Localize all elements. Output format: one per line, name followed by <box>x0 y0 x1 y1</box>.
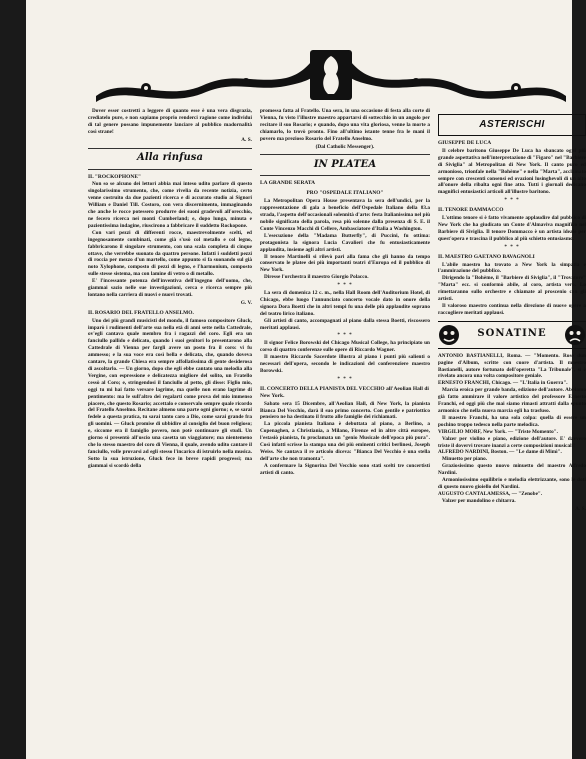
review-entry: VIRGILIO MORF, New York. — "Triste Momento". <box>438 428 559 435</box>
article-paragraph: Dirigendo la "Bohème, il "Barbiere di Siviglia", il "Trovatore" "Marta" ecc. si conformò abile, al coro, artista vero. Lo rimettaranno sullo orchestre e chiamate al proscenio con gli artisti. <box>438 275 586 303</box>
article-paragraph: Uno dei più grandi musicisti del mondo, il famoso compositore Gluck, imparò i rudimenti dell'arte sua nella età di anni sette nella Cattedrale, ov'egli cantava quale membro fra i ragazzi del coro. Egli era un fanciullo pallido e delicato, quando i suoi genitori lo presentarono alla Cattedrale di Vienna per fargli avere un posto fra il coro: vi fu ammesso; e la sua voce era così bella e delicata, che, quando doveva cantare, la grande Chiesa era sempre affollatissima di gente desiderosa di ascoltarlo. — Un giorno, dopo che egli ebbe cantato una melodia alla Vergine, con espressione e delicatezza migliore del solito, un Fratello cessò al Coro; e, stringendosi il fanciullo al petto, gli disse: Figlio mio, oggi tu mi hai fatto versare lagrime, ma quelle non erano lagrime di pentimento: ma le sull'altro dei regalarti come prova del mio immenso piacere, che questo Rosario; accettalo e conservalo sempre quale ricordo del Fratello Anselmo. Recitane almeno una parte ogni giorno; e, se sarai fedele a questa pratica, tu sarai tanto caro a Dio, come sarai grande fra gli uomini. — Gluck promise di ubbidire al consiglio del buon religioso; e, siccome era il famiglio povero, non potè continuare gli studi. Un giorno si presentò all'uscio una casetta un viaggiatore; ma nientemeno che lo stesso maestro del coro di Vienna, il quale, avendo udito cantare il fanciullo, volle provarsi ad egli stesso l'incarico di istruirlo nella musica. Sotto la sua istruzione, Gluck fece in breve rapidi progressi; ma giammai si scordò della <box>88 317 252 469</box>
article-paragraph: Il valoroso maestro continua nella direzione di nuove opere a raccogliere meritati applausi. <box>438 302 586 316</box>
review-entry: Marcia eroica per grande banda, edizione dell'autore. Abbiamo già fatto ammirare il valore artistico del professore Ernesto Franchi, ed oggi più che mai siamo rimasti attratti dalla spunto armonico che nella nuova marcia egli ha trasfuso. <box>438 387 586 414</box>
intro-paragraph: Dover esser costretti a leggere di quanto esse è una vera disgrazia, crediatelo pure, e non sapiamo proprio renderci ragione come individui di tal genere possano impunemente lanciare al pubblico madornalità così strane! <box>88 108 252 135</box>
article-paragraph: L'abile maestro ha trovato a New York la simpatia e l'ammirazione del pubblico. <box>438 261 586 275</box>
article-subtitle: PRO "OSPEDALE ITALIANO" <box>306 190 384 197</box>
separator-stars: * * * <box>337 282 353 289</box>
separator-stars: * * * <box>337 375 353 382</box>
review-entry: Valzer per mandolino e chitarra. <box>442 497 516 504</box>
review-entry: ERNESTO FRANCHI, Chicago. — "L'Italia in Guerra". <box>438 380 568 387</box>
newspaper-page <box>26 0 586 759</box>
article-title-bavagnoli: IL MAESTRO GAETANO BAVAGNOLI <box>438 253 535 260</box>
section-title: SONATINE <box>477 328 547 340</box>
article-title-rosario: IL ROSARIO DEL FRATELLO ANSELMO. <box>88 309 194 316</box>
article-paragraph: La sera di domenica 12 c. m., nella Hall Room dell'Auditorium Hotel, di Chicago, ebbe luogo l'annunciato concerto vocale dato in onore della signora Dora Boetti che in altri tempi fu una delle più applaudite soprano del teatro lirico italiano. <box>260 290 430 317</box>
column-middle <box>260 108 430 477</box>
article-paragraph: E' l'incessante potenza dell'inventiva dell'ingegno dell'uomo, che, giammai sazio nelle sue investigazioni, cerca e ricerca sempre più lontano nella carriera di nuovi e nuovi trovati. <box>88 278 252 298</box>
continued-paragraph: promessa fatta al Fratello. Una sera, in una occasione di festa alla corte di Vienna, fu visto l'illustre maestro appartarsi di sottecchio in un angolo per recitare il suo Rosario; e quando, dopo una vita gloriosa, venne la morte a chiamarlo, lo trovò pronto. Fino all'ultimo istante tenne fra le mani il povero ma prezioso Rosario del Fratello Anselmo. <box>260 108 430 142</box>
article-paragraph: Il celebre baritono Giuseppe De Luca ha sbancato ogni più grande aspettativa nell'interpretazione di "Figaro" nel "Barbiere di Siviglia" al Metropolitan di New York. Il canto puro ed armonioso, trionfale nella "Bohème" e nella "Marta", acclamato sempre con crescenti consensi ed ovazioni lusinghevoli di un alto all'onore della ribalta ogni fine atto. Tutti i giornali dedicano magnifici entusiastici articoli all'illustre baritono. <box>438 147 586 196</box>
theatre-mask-icon <box>438 324 460 346</box>
section-banner-alla-rinfusa <box>88 148 252 170</box>
review-entry: AUGUSTO CANTALAMESSA, — "Zenobe". <box>438 490 543 497</box>
article-paragraph: Non so se alcuno dei lettori abbia mai inteso udito parlare di questo singolarissimo strumento, che, come rivelia da recente notizia, certo venne costruito da due pazienti ricerca e di accurato studio ai Signori William e Daniel Till. Costoro, con vera discernimento, immaginando che anche le rocce potessero produrre dei suoni gradevoli all'orecchio, ne fecero ricerca nei monti Cumberland; e, dopo lunga, minuta e pazientissima indagine, riuscirono a fabbricare il suddetto Rockopone. <box>88 181 252 229</box>
theatre-mask-icon <box>564 324 586 346</box>
source-attribution: (Dal Catholic Messenger). <box>315 143 375 150</box>
article-title-de-luca: GIUSEPPE DE LUCA <box>438 140 492 146</box>
section-box-asterischi <box>438 114 586 136</box>
article-paragraph: Gli artisti di canto, accompagnati al piano dalla stessa Boetti, riscossero meritati applausi. <box>260 317 430 331</box>
review-entry: Valzer per violino e piano, edizione dell'autore. E' davvero triste il dovervi trovare inanzi a certe composizioni musicali! <box>438 435 586 449</box>
banner-title: Alla rinfusa <box>133 155 207 162</box>
article-title-del-vecchio: IL CONCERTO DELLA PIANISTA DEL VECCHIO all'Aeolian Hall di New York. <box>260 385 429 399</box>
article-paragraph: A confermare la Signorina Del Vecchio sono stati scelti tre concertisti artisti di canto. <box>260 462 430 476</box>
article-title-rockophone: IL "ROCKOPHONE" <box>88 173 142 180</box>
separator-stars: * * * <box>504 243 520 250</box>
article-paragraph: L'esecuzione della "Madama Butterfly", di Puccini, fu ottima: protagonista la signora Lucia Cavalieri che fu entusiasticamente applaudita, insieme agli altri artisti. <box>260 232 430 253</box>
review-entry: ALFREDO NARDINI, Boston. — "Le dame di Mimì". <box>438 449 562 456</box>
article-title-grande-serata: LA GRANDE SERATA <box>260 180 316 187</box>
review-entry: Armoniosissimo equilibrio e melodia elettrizzante, sono le doti di questo nuovo gioiello del Nardini. <box>438 477 586 490</box>
section-banner-in-platea <box>260 154 430 176</box>
article-paragraph: Il signor Felice Borowski del Chicago Musical College, ha principiato un corso di quattro conferenze sulle opere di Riccardo Wagner. <box>260 340 430 354</box>
separator-stars: * * * <box>504 197 520 204</box>
article-title-dammacco: IL TENORE DAMMACCO <box>438 207 504 214</box>
intro-signature: A. S. <box>241 136 252 143</box>
article-paragraph: Il tenore Martinelli si rilevò pari alla fama che gli hanno da tempo conservato le platee dei più importanti teatri d'Europa ed il pubblico di New York. <box>260 253 430 274</box>
article-paragraph: L'ottimo tenore si è fatto vivamente applaudire dal pubblico di New York che ha giudicato un Conte d'Almaviva magnifico nel Barbiere di Siviglia. Il tenore Dommacco è un artista ideale per quest'opera e trascina il pubblico al più schietto entusiasmo. <box>438 215 586 242</box>
article-paragraph: Con vari pezzi di differenti rocce, maestrevolmente scelti, ed ingegnosamente combinati, come già s'usò col metallo e col legno, fabbricarono il singolare strumento, con una scala completa di cinque ottave, che verrebbe suonato da quattro persone. Infatti i suddetti pezzi di roccia per mezzo d'un martello, come appunto si fa suonando sul già noto Xylophone, composto di pezzi di legno, e l'harmonium, composto sulle stesse sistema, ma con lamine di vetro o di metallo. <box>88 229 252 278</box>
review-entry: Minuetto per piano. <box>442 456 488 463</box>
section-banner-sonatine <box>438 321 586 349</box>
review-entry: Il maestro Franchi, ha una sola colpa: quella di essere un pochino troppo tedesco nella parte melodica. <box>438 414 586 428</box>
column-right <box>438 114 586 515</box>
banner-title: IN PLATEA <box>310 162 380 169</box>
article-paragraph: La piccola pianista Italiana è debuttata al piano, a Berlino, a Copenaghen, a Christiania, a Milano, Firenze ed in altre città europee, l'estasiò pianista, fu proclamata un "genio Musicale dell'epoca più pura". Così infatti scrisse la stampa una dei più eminenti critici berlinesi, Joseph Weiss. Ne cantava il re articolo diceva: "Bianca Del Vecchio è una stella dell'arte che non tramonta". <box>260 421 430 462</box>
article-paragraph: La Metropolitan Opera House presentava la sera dell'undici, per la rappresentazione di gala a beneficio dell'Ospedale Italiano della 83.a strada, l'aspetto dell'occasionali solennità d'arte: festa Italianissima nel più nobile significato della parola, resa più solenne dalla presenza di S. E. il Conte Vincenzo Macchi di Cellere, Ambasciatore d'Italia a Washington. <box>260 198 430 232</box>
review-entry: ANTONIO BASTIANELLI, Roma. — "Momento. Rose dun pagine d'Album, scritte con cuore d'artista. Il maestro Bastianelli, autore fortunato dell'operetta "La Tribunale", si è rivelato ancora una volta compositore geniale. <box>438 352 586 380</box>
article-paragraph: Il maestro Riccardo Sacerdote illustra al piano i punti più salienti o necessari dell'opera, secondo le indicazioni del conferenziere maestro Borowski. <box>260 354 430 374</box>
section-title: ASTERISCHI <box>479 118 545 130</box>
article-paragraph: Diresse l'orchestra il maestro Giorgio Polacco. <box>264 274 369 281</box>
ornamental-header-vignette <box>86 44 576 110</box>
article-signature: G. V. <box>240 299 252 306</box>
section-signature: A. S. <box>575 505 586 512</box>
separator-stars: * * * <box>337 332 353 339</box>
article-paragraph: Sabato sera 15 Dicembre, all'Aeolian Hall, di New York, la pianista Bianca Del Vecchio, darà il suo primo concerto. Con gentile e patriottico pensiero ne ha destinato il frutto alle famiglie dei richiamati. <box>260 400 430 421</box>
column-left <box>88 108 252 470</box>
review-entry: Graziosissimo questo nuovo minuetto del maestro Alfredo Nardini. <box>438 463 586 477</box>
